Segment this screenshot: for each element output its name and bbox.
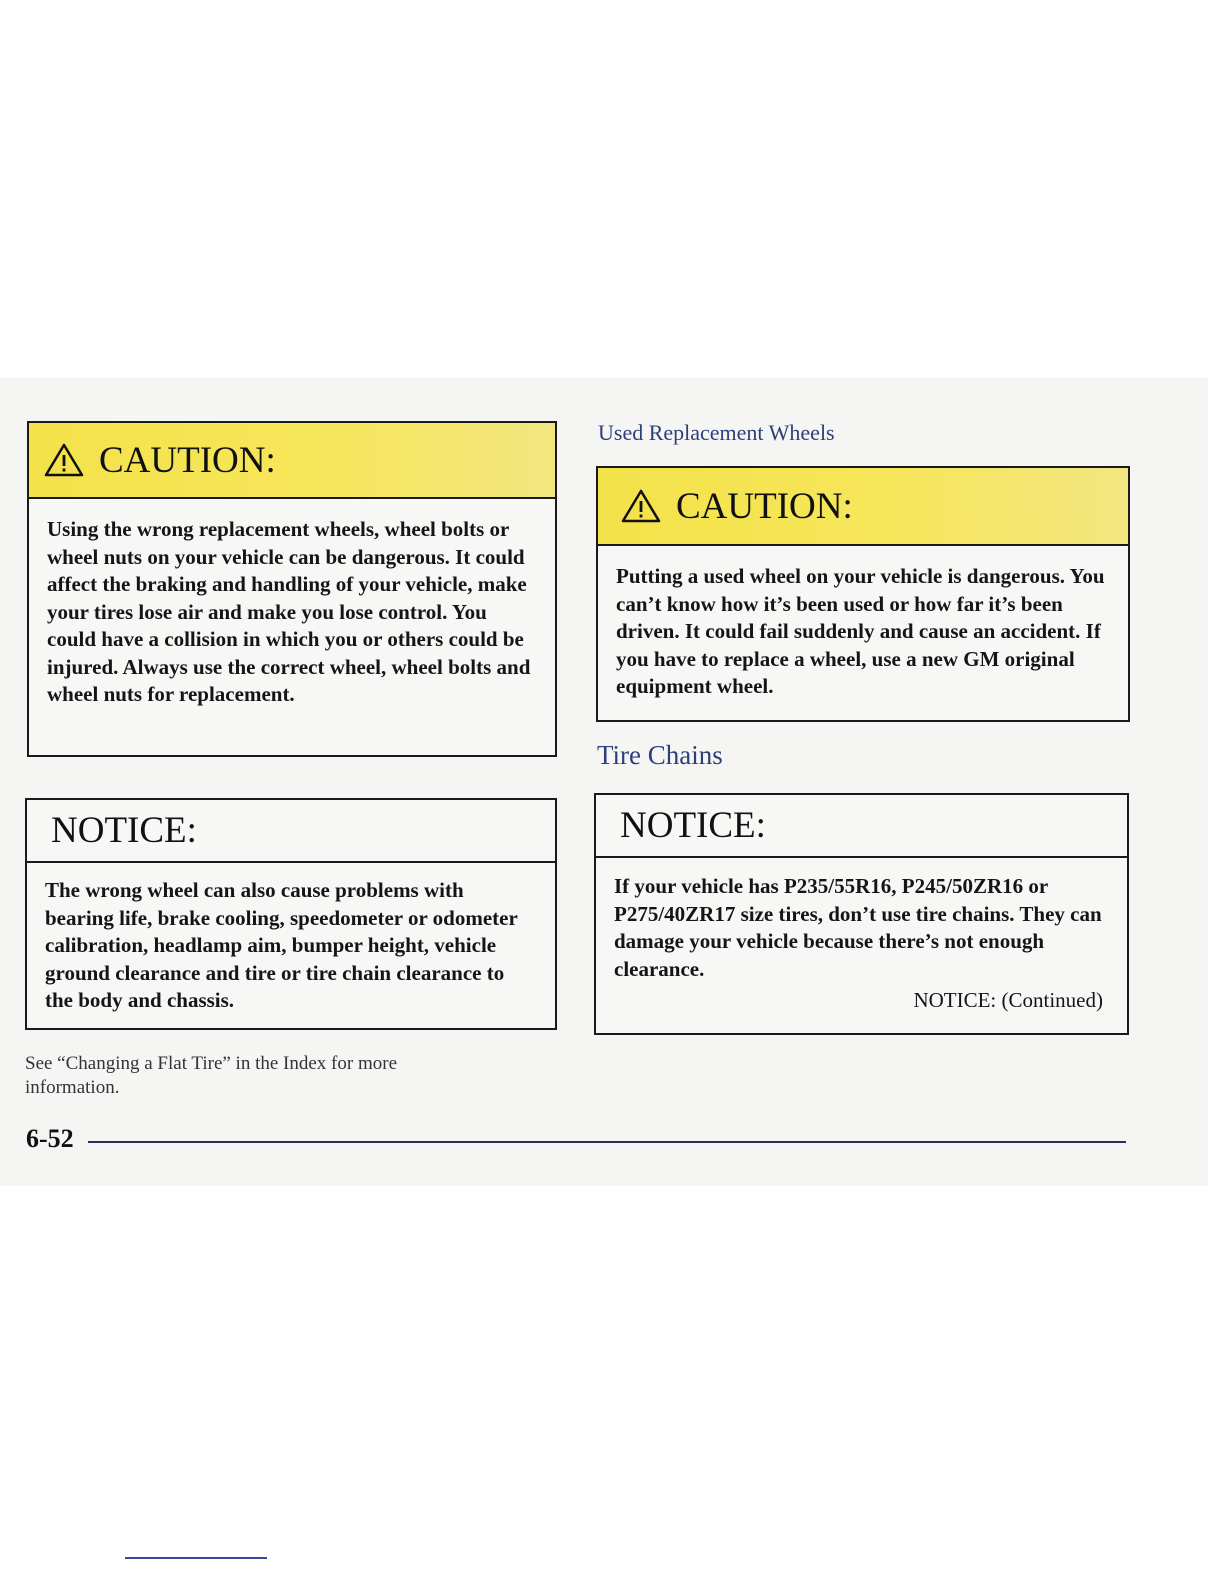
warning-triangle-icon <box>620 488 662 524</box>
notice-header <box>596 795 1127 858</box>
caution-body: Using the wrong replacement wheels, wheel bolts or wheel nuts on your vehicle can be dangerous. It could affect the braking and handling of your vehicle, make your tires lose air and make you lose control. You could have a collision in which you or others could be injured. Always use the correct wheel, wheel bolts and wheel nuts for replacement. <box>47 517 531 706</box>
bottom-link-rule <box>125 1557 267 1559</box>
used-wheels-subheading: Used Replacement Wheels <box>598 420 835 445</box>
caution-box-used-wheel <box>596 466 1130 722</box>
page-number: 6-52 <box>26 1124 74 1153</box>
notice-continued: NOTICE: (Continued) <box>913 988 1103 1012</box>
notice-heading: NOTICE: <box>51 810 197 851</box>
notice-header <box>27 800 555 863</box>
caution-header <box>29 423 555 499</box>
caution-header <box>598 468 1128 546</box>
notice-box-wrong-wheel <box>25 798 557 1030</box>
notice-heading: NOTICE: <box>620 805 766 846</box>
caution-heading: CAUTION: <box>676 485 853 527</box>
notice-body <box>596 858 1127 1015</box>
tire-chains-title: Tire Chains <box>597 740 723 770</box>
notice-text: If your vehicle has P235/55R16, P245/50ZR16 or P275/40ZR17 size tires, don’t use tire chains. They can damage your vehicle because there’s not enough clearance. <box>614 874 1102 981</box>
notice-body: The wrong wheel can also cause problems with bearing life, brake cooling, speedometer or odometer calibration, headlamp aim, bumper height, vehicle ground clearance and tire or tire chain clearance to the body and chassis. <box>45 878 518 1012</box>
notice-box-tire-chains <box>594 793 1129 1035</box>
caution-body: Putting a used wheel on your vehicle is dangerous. You can’t know how it’s been used or how far it’s been driven. It could fail suddenly and cause an accident. If you have to replace a wheel, use a new GM original equipment wheel. <box>616 564 1105 698</box>
warning-triangle-icon <box>43 442 85 478</box>
caution-heading: CAUTION: <box>99 439 276 481</box>
caution-box-wrong-wheels <box>27 421 557 757</box>
page-footer-rule <box>88 1141 1126 1143</box>
see-also-text: See “Changing a Flat Tire” in the Index for more information. <box>25 1053 398 1098</box>
